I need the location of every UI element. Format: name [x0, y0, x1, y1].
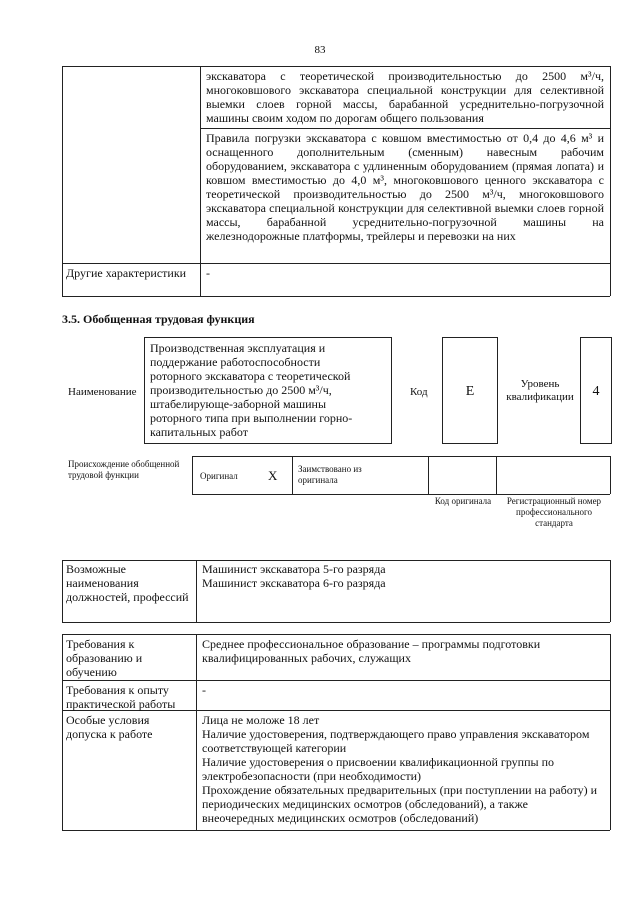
position-item-2: Машинист экскаватора 6-го разряда [202, 576, 386, 590]
other-characteristics-value: - [206, 266, 210, 280]
code-original-caption: Код оригинала [434, 496, 492, 506]
code-box [442, 337, 498, 444]
page-number: 83 [314, 44, 326, 56]
level-label: Уровень квалификации [506, 378, 574, 403]
borrowed-label: Заимствовано из оригинала [298, 464, 362, 485]
requirements-table [62, 634, 610, 830]
origin-table [192, 456, 610, 494]
code-label: Код [410, 386, 428, 398]
level-value: 4 [592, 384, 600, 399]
special-condition-item: Лица не моложе 18 лет [202, 713, 320, 727]
positions-label: Возможные наименования должностей, профессий [66, 562, 189, 604]
level-box [580, 337, 612, 444]
positions-table [62, 560, 610, 622]
function-name-box [144, 337, 392, 444]
special-conditions-label: Особые условия допуска к работе [66, 713, 153, 741]
experience-value: - [202, 683, 206, 697]
top-table [62, 66, 610, 296]
other-characteristics-label: Другие характеристики [66, 266, 187, 280]
position-item-1: Машинист экскаватора 5-го разряда [202, 562, 386, 576]
special-conditions-list [202, 713, 602, 825]
experience-label: Требования к опыту практической работы [66, 683, 176, 711]
origin-label: Происхождение обобщенной трудовой функции [68, 459, 180, 480]
top-table-cont-text: экскаватора с теоретической производительностью до 2500 м³/ч, многоковшового экскаватора специальной конструкции для селективной выемки слоев горной массы, барабанной усреднительно-погрузочной машины своим ходом по дорогам общего пользования [206, 69, 604, 125]
function-name-value: Производственная эксплуатация и поддержание работоспособности роторного экскаватора с теоретической производительностью до 2500 м³/ч, штабелирующе-заборной машины роторного типа при выполнении горно-капитальных работ [150, 341, 353, 439]
education-value: Среднее профессиональное образование – программы подготовки квалифицированных рабочих, служащих [202, 637, 541, 665]
special-condition-item: Прохождение обязательных предварительных (при поступлении на работу) и периодических медицинских осмотров (обследований), а также внеочередных медицинских осмотров (обследований) [202, 783, 598, 825]
original-label: Оригинал [200, 471, 238, 481]
special-condition-item: Наличие удостоверения о присвоении квалификационной группы по электробезопасности (при необходимости) [202, 755, 555, 783]
section-title: 3.5. Обобщенная трудовая функция [62, 312, 255, 326]
special-condition-item: Наличие удостоверения, подтверждающего право управления экскаватором соответствующей категории [202, 727, 590, 755]
top-table-rule-text: Правила погрузки экскаватора с ковшом вместимостью от 0,4 до 4,6 м³ и оснащенного дополнительным (сменным) навесным рабочим оборудованием, экскаватора с удлиненным оборудованием (прямая лопата) и ковшом вместимостью до 4,0 м³, многоковшового ценного экскаватора с теоретической производительностью до 2500 м³/ч, многоковшового экскаватора специальной конструкции для селективной выемки слоев горной массы, барабанной усреднительно-погрузочной машины на железнодорожные платформы, трейлеры и перевозки на них [206, 131, 604, 243]
function-name-label: Наименование [68, 386, 137, 398]
education-label: Требования к образованию и обучению [66, 637, 143, 679]
code-value: E [465, 384, 475, 399]
reg-number-caption: Регистрационный номер профессионального стандарта [506, 496, 602, 528]
original-mark: X [268, 468, 278, 483]
